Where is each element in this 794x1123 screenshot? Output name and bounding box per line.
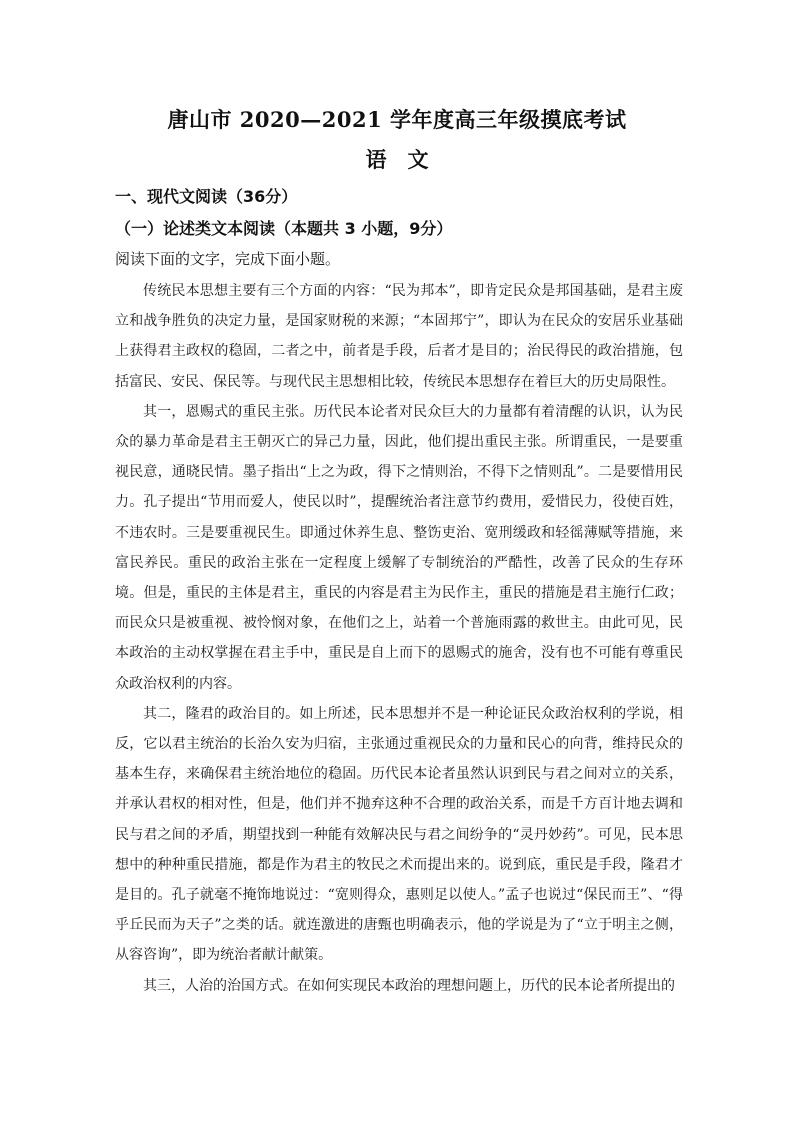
passage-paragraph-intro: 传统民本思想主要有三个方面的内容：“民为邦本”，即肯定民众是邦国基础，是君主废立和战争胜负的决定力量，是国家财税的来源；“本固邦宁”，即认为在民众的安居乐业基础上获得君主政权的稳固，二者之中，前者是手段，后者才是目的；治民得民的政治措施，包括富民、安民、保民等。与现代民主思想相比较，传统民本思想存在着巨大的历史局限性。	[115, 283, 683, 390]
passage-paragraph-2: 其二，隆君的政治目的。如上所述，民本思想并不是一种论证民众政治权利的学说，相反，它以君主统治的长治久安为归宿，主张通过重视民众的力量和民心的向背，维持民众的基本生存，来确保君主统治地位的稳固。历代民本论者虽然认识到民与君之间对立的关系，并承认君权的相对性，但是，他们并不抛弃这种不合理的政治关系，而是千方百计地去调和民与君之间的矛盾，期望找到一种能有效解决民与君之间纷争的“灵丹妙药”。可见，民本思想中的种种重民措施，都是作为君主的牧民之术而提出来的。说到底，重民是手段，隆君才是目的。孔子就毫不掩饰地说过：“宽则得众，惠则足以使人。”孟子也说过“保民而王”、“得乎丘民而为天子”之类的话。就连激进的唐甄也明确表示，他的学说是为了“立于明主之侧，从容咨询”，即为统治者献计献策。	[115, 705, 683, 964]
passage-paragraph-1: 其一，恩赐式的重民主张。历代民本论者对民众巨大的力量都有着清醒的认识，认为民众的暴力革命是君主王朝灭亡的异己力量，因此，他们提出重民主张。所谓重民，一是要重视民意，通晓民情。墨子指出“上之为政，得下之情则治，不得下之情则乱”。二是要惜用民力。孔子提出“节用而爱人，使民以时”，提醒统治者注意节约费用，爱惜民力，役使百姓，不违农时。三是要重视民生。即通过休养生息、整饬吏治、宽刑缓政和轻徭薄赋等措施，来富民养民。重民的政治主张在一定程度上缓解了专制统治的严酷性，改善了民众的生存环境。但是，重民的主体是君主，重民的内容是君主为民作主，重民的措施是君主施行仁政；而民众只是被重视、被怜悯对象，在他们之上，站着一个普施雨露的救世主。由此可见，民本政治的主动权掌握在君主手中，重民是自上而下的恩赐式的施舍，没有也不可能有尊重民众政治权利的内容。	[115, 403, 683, 692]
passage-paragraph-3: 其三，人治的治国方式。在如何实现民本政治的理想问题上，历代的民本论者所提出的	[143, 977, 675, 994]
subsection-heading: （一）论述类文本阅读（本题共 3 小题，9分）	[115, 219, 453, 238]
passage-body	[115, 276, 683, 1001]
section-heading: 一、现代文阅读（36分）	[115, 187, 298, 206]
subject-title: 语 文	[365, 147, 429, 172]
exam-title: 唐山市 2020—2021 学年度高三年级摸底考试	[167, 107, 627, 132]
reading-instruction: 阅读下面的文字，完成下面小题。	[115, 250, 341, 268]
